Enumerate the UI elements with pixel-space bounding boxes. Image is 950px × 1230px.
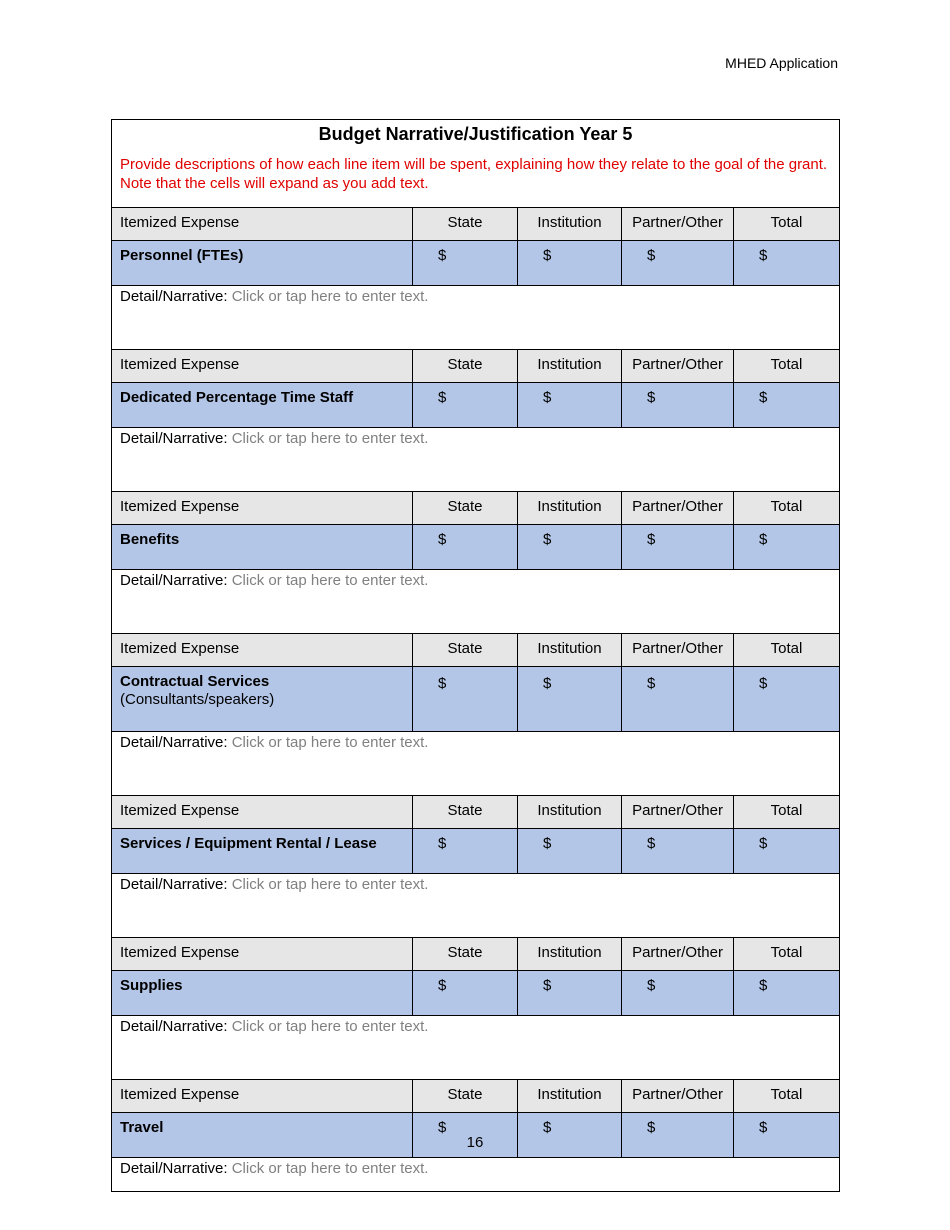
total-amount-field[interactable]: $ xyxy=(734,525,840,570)
expense-subtitle: (Consultants/speakers) xyxy=(120,691,275,708)
column-header-institution: Institution xyxy=(518,938,622,971)
column-header-state: State xyxy=(413,208,518,241)
column-header-item: Itemized Expense xyxy=(112,796,413,829)
column-header-item: Itemized Expense xyxy=(112,208,413,241)
column-header-row xyxy=(112,1080,840,1113)
expense-name-cell xyxy=(112,971,413,1016)
narrative-field[interactable] xyxy=(112,1158,840,1192)
column-header-row xyxy=(112,796,840,829)
institution-amount-field[interactable]: $ xyxy=(518,241,622,286)
page-number: 16 xyxy=(466,1134,484,1151)
budget-table xyxy=(111,119,840,1192)
narrative-row xyxy=(112,286,840,350)
narrative-placeholder[interactable]: Click or tap here to enter text. xyxy=(231,1160,429,1177)
column-header-state: State xyxy=(413,1080,518,1113)
total-amount-field[interactable]: $ xyxy=(734,829,840,874)
narrative-label: Detail/Narrative: xyxy=(120,288,228,305)
column-header-partner: Partner/Other xyxy=(622,492,734,525)
expense-name-cell xyxy=(112,525,413,570)
state-amount-field[interactable]: $ xyxy=(413,1113,518,1158)
narrative-field[interactable] xyxy=(112,874,840,938)
narrative-row xyxy=(112,1016,840,1080)
narrative-placeholder[interactable]: Click or tap here to enter text. xyxy=(231,1018,429,1035)
partner-amount-field[interactable]: $ xyxy=(622,383,734,428)
column-header-item: Itemized Expense xyxy=(112,492,413,525)
partner-amount-field[interactable]: $ xyxy=(622,829,734,874)
narrative-row xyxy=(112,732,840,796)
narrative-row xyxy=(112,874,840,938)
institution-amount-field[interactable]: $ xyxy=(518,525,622,570)
column-header-institution: Institution xyxy=(518,634,622,667)
column-header-institution: Institution xyxy=(518,208,622,241)
institution-amount-field[interactable]: $ xyxy=(518,971,622,1016)
column-header-partner: Partner/Other xyxy=(622,208,734,241)
narrative-field[interactable] xyxy=(112,570,840,634)
document-header: MHED Application xyxy=(725,55,838,71)
column-header-total: Total xyxy=(734,350,840,383)
total-amount-field[interactable]: $ xyxy=(734,971,840,1016)
narrative-label: Detail/Narrative: xyxy=(120,572,228,589)
narrative-field[interactable] xyxy=(112,428,840,492)
column-header-total: Total xyxy=(734,492,840,525)
state-amount-field[interactable]: $ xyxy=(413,241,518,286)
column-header-item: Itemized Expense xyxy=(112,350,413,383)
column-header-state: State xyxy=(413,796,518,829)
expense-name: Dedicated Percentage Time Staff xyxy=(120,389,354,406)
narrative-row xyxy=(112,1158,840,1192)
narrative-placeholder[interactable]: Click or tap here to enter text. xyxy=(231,572,429,589)
partner-amount-field[interactable]: $ xyxy=(622,667,734,732)
column-header-institution: Institution xyxy=(518,796,622,829)
expense-row xyxy=(112,829,840,874)
partner-amount-field[interactable]: $ xyxy=(622,1113,734,1158)
narrative-placeholder[interactable]: Click or tap here to enter text. xyxy=(231,876,429,893)
institution-amount-field[interactable]: $ xyxy=(518,667,622,732)
state-amount-field[interactable]: $ xyxy=(413,829,518,874)
total-amount-field[interactable]: $ xyxy=(734,241,840,286)
expense-name: Travel xyxy=(120,1119,164,1136)
expense-name: Personnel (FTEs) xyxy=(120,247,244,264)
title-cell xyxy=(112,120,840,208)
expense-row xyxy=(112,241,840,286)
column-header-item: Itemized Expense xyxy=(112,1080,413,1113)
column-header-state: State xyxy=(413,350,518,383)
partner-amount-field[interactable]: $ xyxy=(622,971,734,1016)
institution-amount-field[interactable]: $ xyxy=(518,1113,622,1158)
state-amount-field[interactable]: $ xyxy=(413,383,518,428)
state-amount-field[interactable]: $ xyxy=(413,667,518,732)
column-header-institution: Institution xyxy=(518,1080,622,1113)
column-header-partner: Partner/Other xyxy=(622,1080,734,1113)
expense-name-cell xyxy=(112,829,413,874)
total-amount-field[interactable]: $ xyxy=(734,383,840,428)
narrative-field[interactable] xyxy=(112,732,840,796)
expense-name-cell xyxy=(112,241,413,286)
column-header-row xyxy=(112,938,840,971)
narrative-row xyxy=(112,428,840,492)
column-header-item: Itemized Expense xyxy=(112,634,413,667)
column-header-total: Total xyxy=(734,1080,840,1113)
instructions-text: Provide descriptions of how each line item will be spent, explaining how they relate to the goal of the grant. Note that the cells will expand as you add text. xyxy=(120,156,828,192)
partner-amount-field[interactable]: $ xyxy=(622,525,734,570)
column-header-state: State xyxy=(413,938,518,971)
column-header-row xyxy=(112,350,840,383)
narrative-field[interactable] xyxy=(112,286,840,350)
column-header-state: State xyxy=(413,634,518,667)
column-header-institution: Institution xyxy=(518,492,622,525)
expense-name: Services / Equipment Rental / Lease xyxy=(120,835,377,852)
partner-amount-field[interactable]: $ xyxy=(622,241,734,286)
column-header-row xyxy=(112,634,840,667)
expense-row xyxy=(112,383,840,428)
narrative-placeholder[interactable]: Click or tap here to enter text. xyxy=(231,288,429,305)
state-amount-field[interactable]: $ xyxy=(413,525,518,570)
state-amount-field[interactable]: $ xyxy=(413,971,518,1016)
narrative-label: Detail/Narrative: xyxy=(120,734,228,751)
column-header-partner: Partner/Other xyxy=(622,350,734,383)
expense-name-cell xyxy=(112,667,413,732)
narrative-placeholder[interactable]: Click or tap here to enter text. xyxy=(231,734,429,751)
column-header-partner: Partner/Other xyxy=(622,634,734,667)
column-header-partner: Partner/Other xyxy=(622,796,734,829)
institution-amount-field[interactable]: $ xyxy=(518,829,622,874)
institution-amount-field[interactable]: $ xyxy=(518,383,622,428)
column-header-row xyxy=(112,492,840,525)
column-header-row xyxy=(112,208,840,241)
column-header-institution: Institution xyxy=(518,350,622,383)
narrative-row xyxy=(112,570,840,634)
expense-name: Supplies xyxy=(120,977,183,994)
expense-row xyxy=(112,525,840,570)
expense-row xyxy=(112,667,840,732)
column-header-partner: Partner/Other xyxy=(622,938,734,971)
narrative-placeholder[interactable]: Click or tap here to enter text. xyxy=(231,430,429,447)
column-header-item: Itemized Expense xyxy=(112,938,413,971)
column-header-state: State xyxy=(413,492,518,525)
expense-row xyxy=(112,971,840,1016)
expense-name-cell xyxy=(112,383,413,428)
column-header-total: Total xyxy=(734,938,840,971)
total-amount-field[interactable]: $ xyxy=(734,1113,840,1158)
narrative-label: Detail/Narrative: xyxy=(120,876,228,893)
column-header-total: Total xyxy=(734,634,840,667)
document-title: Budget Narrative/Justification Year 5 xyxy=(318,124,633,144)
column-header-total: Total xyxy=(734,796,840,829)
narrative-field[interactable] xyxy=(112,1016,840,1080)
narrative-label: Detail/Narrative: xyxy=(120,430,228,447)
expense-name: Contractual Services xyxy=(120,673,270,690)
column-header-total: Total xyxy=(734,208,840,241)
narrative-label: Detail/Narrative: xyxy=(120,1160,228,1177)
total-amount-field[interactable]: $ xyxy=(734,667,840,732)
narrative-label: Detail/Narrative: xyxy=(120,1018,228,1035)
expense-name: Benefits xyxy=(120,531,180,548)
